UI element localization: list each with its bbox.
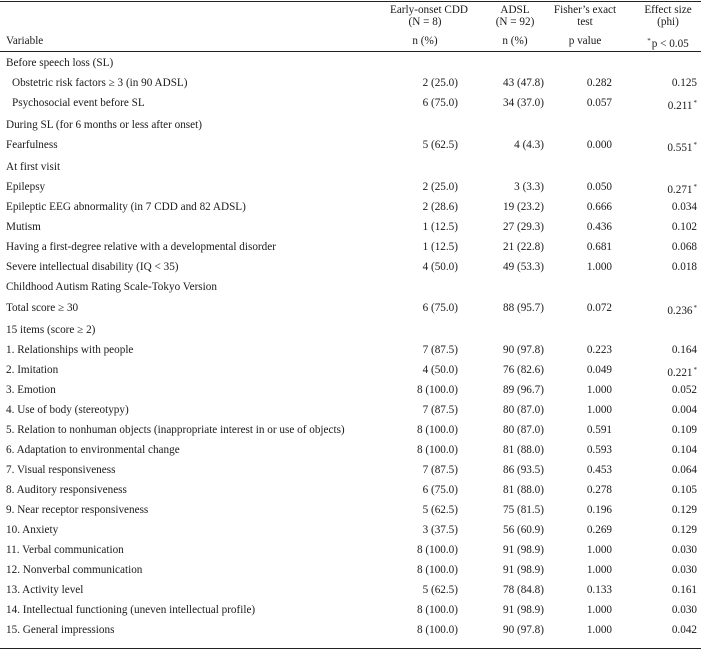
- effect-value: 0.211: [667, 100, 693, 112]
- cell-adsl: 21 (22.8): [502, 241, 544, 253]
- table-row: [0, 115, 701, 135]
- effect-value: 0.236: [667, 305, 693, 317]
- header-effect: [636, 4, 700, 28]
- cell-effect-size: [640, 93, 697, 113]
- effect-value: 0.129: [671, 504, 697, 516]
- cell-p-value: 0.057: [586, 97, 612, 109]
- cell-effect-size: [640, 73, 701, 93]
- table-row: [0, 540, 701, 560]
- cell-adsl: 81 (88.0): [502, 444, 544, 456]
- table-row: [0, 237, 701, 257]
- effect-value: 0.105: [671, 484, 697, 496]
- significance-star: *: [693, 99, 697, 107]
- cell-effect-size: [640, 460, 701, 480]
- effect-value: 0.551: [667, 142, 693, 154]
- cell-effect-size: [640, 298, 697, 318]
- cell-cdd: 2 (25.0): [422, 181, 458, 193]
- row-label: 6. Adaptation to environmental change: [6, 444, 180, 456]
- cell-cdd: 8 (100.0): [416, 444, 458, 456]
- cell-cdd: 2 (25.0): [422, 77, 458, 89]
- cell-effect-size: [640, 560, 701, 580]
- row-label: 14. Intellectual functioning (uneven intellectual profile): [6, 604, 256, 616]
- row-label: Having a first-degree relative with a developmental disorder: [6, 241, 276, 253]
- row-label: 8. Auditory responsiveness: [6, 484, 127, 496]
- cell-p-value: 1.000: [586, 624, 612, 636]
- table-row: [0, 360, 701, 380]
- cell-cdd: 8 (100.0): [416, 384, 458, 396]
- cell-effect-size: [640, 540, 701, 560]
- cell-effect-size: [640, 380, 701, 400]
- row-label: At first visit: [6, 161, 61, 173]
- table-row: [0, 53, 701, 73]
- unit-cdd: n (%): [412, 35, 438, 47]
- table-row: [0, 277, 701, 297]
- cell-cdd: 1 (12.5): [422, 241, 458, 253]
- row-label: 13. Activity level: [6, 584, 84, 596]
- cell-adsl: 91 (98.9): [502, 604, 544, 616]
- cell-cdd: 4 (50.0): [422, 364, 458, 376]
- cell-p-value: 1.000: [586, 564, 612, 576]
- cell-cdd: 1 (12.5): [422, 221, 458, 233]
- cell-cdd: 5 (62.5): [422, 139, 458, 151]
- cell-p-value: 1.000: [586, 404, 612, 416]
- unit-adsl: n (%): [502, 35, 528, 47]
- cell-p-value: 0.269: [586, 524, 612, 536]
- header-rule: [0, 51, 701, 52]
- effect-value: 0.034: [671, 201, 697, 213]
- effect-value: 0.068: [671, 241, 697, 253]
- unit-fisher: p value: [568, 35, 602, 47]
- cell-effect-size: [640, 257, 701, 277]
- table-row: [0, 440, 701, 460]
- cell-effect-size: [640, 340, 701, 360]
- cell-adsl: 88 (95.7): [502, 302, 544, 314]
- cell-adsl: 43 (47.8): [502, 77, 544, 89]
- cell-p-value: 0.133: [586, 584, 612, 596]
- cell-cdd: 5 (62.5): [422, 504, 458, 516]
- row-label: 10. Anxiety: [6, 524, 59, 536]
- significance-star: *: [693, 366, 697, 374]
- table-row: [0, 217, 701, 237]
- cell-effect-size: [640, 480, 701, 500]
- cell-cdd: 8 (100.0): [416, 424, 458, 436]
- table-row: [0, 580, 701, 600]
- effect-value: 0.018: [671, 261, 697, 273]
- cell-adsl: 49 (53.3): [502, 261, 544, 273]
- row-label: 2. Imitation: [6, 364, 59, 376]
- cell-adsl: 91 (98.9): [502, 544, 544, 556]
- cell-effect-size: [640, 237, 701, 257]
- cell-adsl: 80 (87.0): [502, 424, 544, 436]
- cell-p-value: 1.000: [586, 384, 612, 396]
- cell-cdd: 6 (75.0): [422, 302, 458, 314]
- row-label: 5. Relation to nonhuman objects (inappropriate interest in or use of objects): [6, 424, 345, 436]
- table-row: [0, 320, 701, 340]
- cell-cdd: 4 (50.0): [422, 261, 458, 273]
- cell-adsl: 27 (29.3): [502, 221, 544, 233]
- cell-p-value: 0.282: [586, 77, 612, 89]
- cell-adsl: 56 (60.9): [502, 524, 544, 536]
- table-row: [0, 380, 701, 400]
- effect-value: 0.042: [671, 624, 697, 636]
- significance-star: *: [693, 141, 697, 149]
- cell-cdd: 8 (100.0): [416, 544, 458, 556]
- cell-p-value: 0.593: [586, 444, 612, 456]
- cell-cdd: 5 (62.5): [422, 584, 458, 596]
- cell-p-value: 0.000: [586, 139, 612, 151]
- cell-effect-size: [640, 420, 701, 440]
- unit-effect-text: p < 0.05: [651, 38, 689, 50]
- cell-effect-size: [640, 500, 701, 520]
- cell-cdd: 8 (100.0): [416, 624, 458, 636]
- cell-p-value: 0.072: [586, 302, 612, 314]
- row-label: 3. Emotion: [6, 384, 56, 396]
- effect-value: 0.221: [667, 367, 693, 379]
- cell-cdd: 2 (28.6): [422, 201, 458, 213]
- cell-effect-size: [640, 520, 701, 540]
- table-row: [0, 600, 701, 620]
- table-row: [0, 400, 701, 420]
- header-units-row: [0, 31, 701, 51]
- unit-effect-star: *: [647, 37, 651, 45]
- cell-effect-size: [640, 360, 697, 380]
- cell-effect-size: [640, 400, 701, 420]
- effect-value: 0.064: [671, 464, 697, 476]
- row-label: Mutism: [6, 221, 41, 233]
- cell-adsl: 80 (87.0): [502, 404, 544, 416]
- table-row: [0, 135, 701, 155]
- cell-p-value: 0.681: [586, 241, 612, 253]
- cell-adsl: 19 (23.2): [502, 201, 544, 213]
- table-row: [0, 197, 701, 217]
- effect-value: 0.030: [671, 604, 697, 616]
- cell-effect-size: [640, 217, 701, 237]
- row-label: Epilepsy: [6, 181, 46, 193]
- header-fisher-title: Fisher’s exact: [553, 4, 617, 16]
- effect-value: 0.004: [671, 404, 697, 416]
- cell-adsl: 90 (97.8): [502, 344, 544, 356]
- cell-p-value: 0.666: [586, 201, 612, 213]
- row-label: 11. Verbal communication: [6, 544, 124, 556]
- cell-cdd: 6 (75.0): [422, 484, 458, 496]
- cell-adsl: 89 (96.7): [502, 384, 544, 396]
- header-effect-sub: (phi): [657, 16, 679, 28]
- top-rule: [0, 1, 701, 2]
- bottom-rule: [0, 648, 701, 649]
- table-row: [0, 620, 701, 640]
- row-label: During SL (for 6 months or less after onset): [6, 119, 202, 131]
- cell-cdd: 7 (87.5): [422, 404, 458, 416]
- cell-effect-size: [640, 580, 701, 600]
- table-row: [0, 157, 701, 177]
- cell-effect-size: [640, 177, 697, 197]
- cell-effect-size: [640, 135, 697, 155]
- effect-value: 0.164: [671, 344, 697, 356]
- header-effect-title: Effect size: [644, 4, 692, 16]
- table-row: [0, 460, 701, 480]
- row-label: Psychosocial event before SL: [12, 97, 145, 109]
- effect-value: 0.161: [671, 584, 697, 596]
- cell-p-value: 0.591: [586, 424, 612, 436]
- table-row: [0, 298, 701, 318]
- cell-adsl: 76 (82.6): [502, 364, 544, 376]
- effect-value: 0.052: [671, 384, 697, 396]
- cell-p-value: 0.223: [586, 344, 612, 356]
- effect-value: 0.271: [667, 184, 693, 196]
- effect-value: 0.129: [671, 524, 697, 536]
- effect-value: 0.125: [671, 77, 697, 89]
- table-row: [0, 520, 701, 540]
- cell-p-value: 0.436: [586, 221, 612, 233]
- header-fisher-sub: test: [577, 16, 593, 28]
- cell-adsl: 4 (4.3): [514, 139, 544, 151]
- cell-cdd: 6 (75.0): [422, 97, 458, 109]
- cell-adsl: 81 (88.0): [502, 484, 544, 496]
- cell-adsl: 90 (97.8): [502, 624, 544, 636]
- table-row: [0, 257, 701, 277]
- header-cdd-n: (N = 8): [408, 16, 442, 28]
- effect-value: 0.030: [671, 544, 697, 556]
- row-label: Fearfulness: [6, 139, 58, 151]
- effect-value: 0.030: [671, 564, 697, 576]
- cell-adsl: 86 (93.5): [502, 464, 544, 476]
- row-label: Epileptic EEG abnormality (in 7 CDD and 82 ADSL): [6, 201, 246, 213]
- header-adsl-title: ADSL: [500, 4, 530, 16]
- cell-cdd: 7 (87.5): [422, 464, 458, 476]
- effect-value: 0.102: [671, 221, 697, 233]
- row-label: 7. Visual responsiveness: [6, 464, 116, 476]
- cell-adsl: 91 (98.9): [502, 564, 544, 576]
- table-row: [0, 93, 701, 113]
- row-label: Childhood Autism Rating Scale-Tokyo Version: [6, 281, 217, 293]
- table-row: [0, 500, 701, 520]
- table-row: [0, 560, 701, 580]
- significance-star: *: [693, 304, 697, 312]
- row-label: 15 items (score ≥ 2): [6, 324, 96, 336]
- cell-adsl: 75 (81.5): [502, 504, 544, 516]
- cell-p-value: 1.000: [586, 544, 612, 556]
- cell-p-value: 1.000: [586, 604, 612, 616]
- effect-value: 0.104: [671, 444, 697, 456]
- cell-p-value: 0.049: [586, 364, 612, 376]
- row-label: Obstetric risk factors ≥ 3 (in 90 ADSL): [12, 77, 188, 89]
- cell-effect-size: [640, 620, 701, 640]
- header-adsl: [485, 4, 545, 28]
- cell-adsl: 3 (3.3): [514, 181, 544, 193]
- header-variable: Variable: [6, 35, 44, 47]
- significance-star: *: [693, 183, 697, 191]
- cell-cdd: 7 (87.5): [422, 344, 458, 356]
- cell-cdd: 8 (100.0): [416, 604, 458, 616]
- cell-p-value: 1.000: [586, 261, 612, 273]
- row-label: Total score ≥ 30: [6, 302, 79, 314]
- table-row: [0, 480, 701, 500]
- row-label: 1. Relationships with people: [6, 344, 134, 356]
- row-label: 12. Nonverbal communication: [6, 564, 143, 576]
- table-row: [0, 73, 701, 93]
- cell-effect-size: [640, 440, 701, 460]
- row-label: 9. Near receptor responsiveness: [6, 504, 149, 516]
- unit-effect: [636, 31, 700, 51]
- cell-adsl: 78 (84.8): [502, 584, 544, 596]
- cell-p-value: 0.196: [586, 504, 612, 516]
- effect-value: 0.109: [671, 424, 697, 436]
- header-cdd-title: Early-onset CDD: [390, 4, 468, 16]
- table-row: [0, 177, 701, 197]
- header-cdd: [390, 4, 468, 28]
- header-fisher: [552, 4, 618, 28]
- row-label: 4. Use of body (stereotypy): [6, 404, 129, 416]
- cell-p-value: 0.050: [586, 181, 612, 193]
- row-label: Before speech loss (SL): [6, 57, 114, 69]
- header-adsl-n: (N = 92): [495, 16, 535, 28]
- cell-effect-size: [640, 600, 701, 620]
- cell-p-value: 0.453: [586, 464, 612, 476]
- cell-cdd: 8 (100.0): [416, 564, 458, 576]
- cell-adsl: 34 (37.0): [502, 97, 544, 109]
- cell-effect-size: [640, 197, 701, 217]
- table-row: [0, 340, 701, 360]
- cell-cdd: 3 (37.5): [422, 524, 458, 536]
- row-label: 15. General impressions: [6, 624, 115, 636]
- row-label: Severe intellectual disability (IQ < 35): [6, 261, 179, 273]
- table-row: [0, 420, 701, 440]
- cell-p-value: 0.278: [586, 484, 612, 496]
